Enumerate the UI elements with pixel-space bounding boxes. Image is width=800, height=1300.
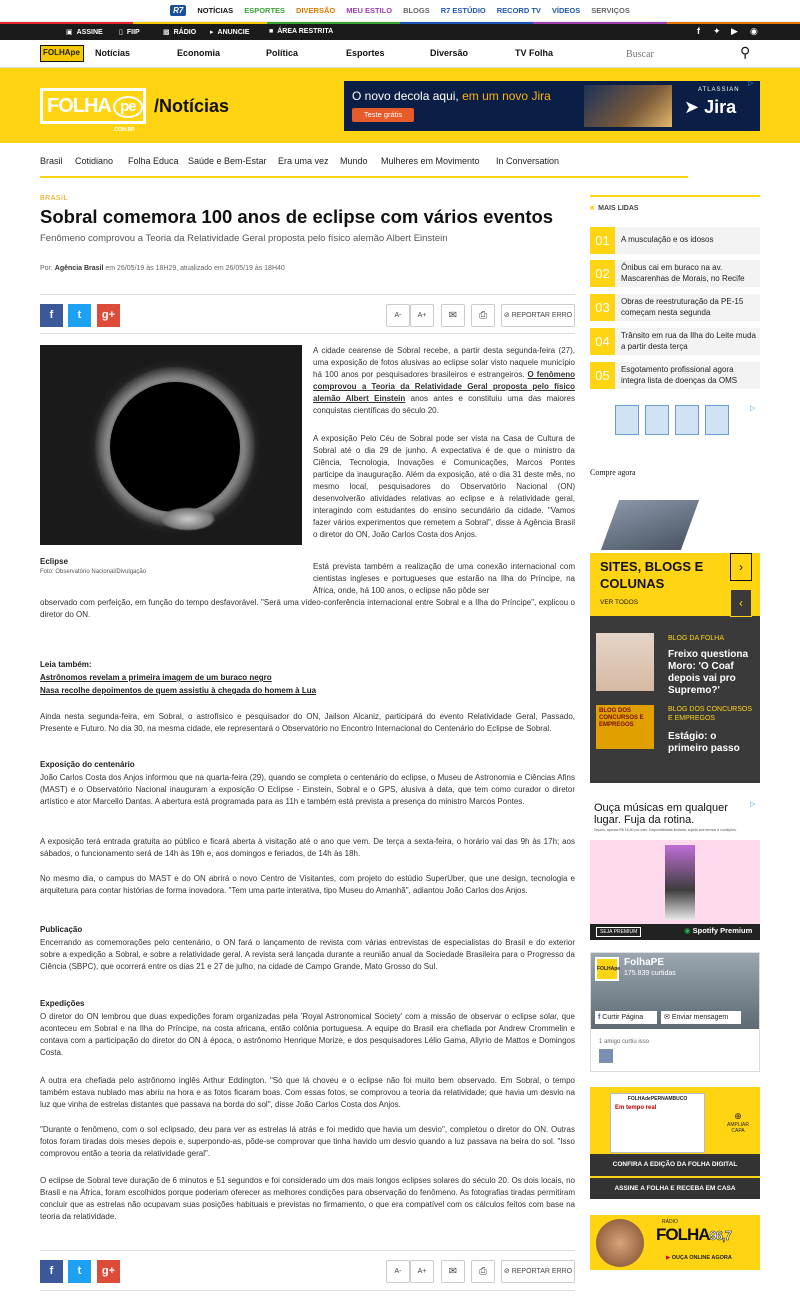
radio-link[interactable] [163, 28, 196, 36]
r7-link-diversao[interactable]: DIVERSÃO [296, 6, 336, 15]
related-link-1[interactable]: Astrônomos revelam a primeira imagem de um buraco negro [40, 673, 272, 682]
most-read-item[interactable] [590, 362, 760, 389]
listener-photo [596, 1219, 644, 1267]
mais-lidas-top-line [590, 195, 760, 197]
logo-pe: pe [113, 96, 143, 118]
paragraph-10: A outra era chefiada pelo astrônomo inglês Arthur Eddington. "Só que lá choveu e o eclipse não foi muito bem observado. Em Sobral, o tempo também estava nublado mas abriu na hora e as fotos ficaram boas. Com essas fotos, se comprovou a teoria da relatividade; que havia um desvio na luz que vinha de estrelas distantes que passava na borda do sol", disse João Carlos Costa dos Anjos. [40, 1076, 575, 1109]
ver-todos-link[interactable]: VER TODOS [600, 599, 639, 606]
r7-link-videos[interactable]: VÍDEOS [551, 6, 581, 15]
fb-message-label: Enviar mensagem [671, 1014, 729, 1021]
most-read-title: Ônibus cai em buraco na av. Mascarenhas de Morais, no Recife [621, 263, 745, 283]
subheading-publicacao: Publicação [40, 925, 83, 934]
radio-folha-ad[interactable] [590, 1215, 760, 1270]
color-stripe [0, 22, 800, 24]
divider [40, 294, 575, 295]
subheading-exposicao: Exposição do centenário [40, 760, 135, 769]
r7-link-meu-estilo[interactable]: MEU ESTILO [346, 6, 393, 15]
folha-digital-ad[interactable] [590, 1087, 760, 1199]
friend-avatar[interactable] [599, 1049, 613, 1063]
most-read-title: A musculação e os idosos [621, 235, 714, 244]
ad-text-plain: O novo decola aqui, [352, 89, 463, 103]
ad-cta-button[interactable]: Teste grátis [352, 108, 414, 122]
byline-prefix: Por: [40, 265, 55, 272]
r7-link-record-tv[interactable]: RECORD TV [496, 6, 541, 15]
subnav-cotidiano[interactable]: Cotidiano [75, 156, 114, 166]
paragraph-3-end: observado com perfeição, em função do tempo desfavorável. "Será uma vídeo-conferência internacional entre Sobral e a Ilha do Príncipe", explicou o diretor do ON. [40, 598, 575, 619]
print-icon[interactable]: ⎙ [471, 1260, 495, 1283]
ampliar-capa-label: AMPLIAR CAPA [727, 1122, 749, 1134]
newspaper-headline: Em tempo real [615, 1105, 657, 1111]
subnav-brasil[interactable]: Brasil [40, 156, 63, 166]
fb-page-name[interactable]: FolhaPE [624, 957, 665, 968]
share-bar-top [40, 304, 575, 330]
intel-badge [705, 405, 729, 435]
report-icon: ⊘ [503, 312, 510, 319]
photo-caption: Eclipse [40, 557, 69, 566]
fiip-link[interactable] [119, 28, 140, 36]
jira-ad[interactable] [344, 81, 760, 131]
assine-label: ASSINE [76, 28, 103, 36]
print-icon[interactable]: ⎙ [471, 304, 495, 327]
megaphone-icon: ▸ [210, 29, 214, 36]
report-error-label: REPORTAR ERRO [511, 312, 573, 319]
folhape-logo[interactable] [40, 88, 146, 133]
tablet-icon: ▯ [119, 29, 123, 36]
main-nav [0, 40, 800, 68]
subnav-mulheres[interactable]: Mulheres em Movimento [381, 156, 480, 166]
blogger-photo[interactable] [596, 633, 654, 691]
facebook-share-button[interactable]: f [40, 304, 63, 327]
leia-tambem-label: Leia também: [40, 660, 92, 669]
divider [40, 333, 575, 334]
ampliar-capa-link[interactable] [720, 1111, 756, 1134]
spotify-cta-button[interactable]: SEJA PREMIUM [596, 927, 641, 937]
logo-domain: .COM.BR [113, 127, 135, 133]
nav-noticias[interactable]: Notícias [95, 48, 131, 58]
nav-politica[interactable]: Política [266, 48, 299, 58]
blog1-title[interactable]: Freixo questiona Moro: 'O Coaf depois vai pro Supremo?' [668, 649, 749, 696]
radio-brand-label: FOLHA [656, 1225, 710, 1244]
ad-info-icon[interactable]: ▷ [750, 405, 756, 412]
facebook-icon[interactable]: f [697, 26, 700, 36]
gplus-share-button[interactable]: g+ [97, 1260, 120, 1283]
lock-icon: ■ [269, 28, 274, 35]
paragraph-11: "Durante o fenômeno, com o sol eclipsado, deu para ver as estrelas lá atrás e foi medido que havia um desvio", completou o diretor do ON. Outras fotos foram tiradas dois meses depois e, superpondo-as, pôde-se comprovar que tinha havido um desvio quando a luz passava na beira do sol. "Isso comprovou então a teoria da relatividade geral". [40, 1125, 575, 1158]
anuncie-label: ANUNCIE [217, 28, 250, 36]
ad-info-icon[interactable]: ▷ [748, 80, 754, 87]
email-icon[interactable]: ✉ [441, 304, 465, 327]
logo-text: FOLHA [47, 95, 111, 117]
twitter-icon[interactable]: ✦ [713, 26, 721, 36]
r7-link-noticias[interactable]: NOTÍCIAS [197, 6, 234, 15]
atlassian-label: ATLASSIAN [698, 87, 740, 93]
most-read-item[interactable] [590, 294, 760, 321]
most-read-item[interactable] [590, 260, 760, 287]
spotify-title: Ouça músicas em qualquer lugar. Fuja da rotina. [594, 802, 728, 826]
email-icon[interactable]: ✉ [441, 1260, 465, 1283]
article-kicker[interactable]: BRASIL [40, 195, 68, 202]
subnav-folha-educa[interactable]: Folha Educa [128, 156, 179, 166]
report-error-label: REPORTAR ERRO [511, 1268, 573, 1275]
divider [40, 1290, 575, 1291]
moon-disc [110, 382, 240, 512]
paragraph-12: O eclipse de Sobral teve duração de 6 minutos e 51 segundos e foi considerado um dos mais longos eclipses solares do século 20. Os dois locais, no Brasil e na África, foram escolhidos porque poderiam oferecer as melhores condições para observação do fenômeno. As fotografias tiradas permitiram concluir que as estrelas não ocupavam suas posições habituais e previstas no firmamento, o que era compatível com os cálculos feitos com base na teoria da relatividade. [40, 1176, 575, 1221]
r7-link-blogs[interactable]: BLOGS [403, 6, 430, 15]
compre-agora-label[interactable]: Compre agora [590, 468, 636, 477]
photo-credit: Foto: Observatório Nacional/Divulgação [40, 569, 147, 575]
ad-info-icon[interactable]: ▷ [750, 801, 756, 808]
spotify-ad[interactable] [590, 800, 760, 940]
sites-blogs-widget [590, 553, 760, 783]
listen-now-label: OUÇA ONLINE AGORA [671, 1255, 732, 1261]
fiip-label: FIIP [126, 28, 140, 36]
area-restrita-link[interactable] [269, 28, 333, 35]
ad-image [584, 85, 672, 127]
p1-text-end: anos antes e constituiu uma das maiores conquistas científicas do século 20. [313, 394, 575, 415]
spotify-brand [684, 926, 752, 935]
rank-number: 02 [590, 260, 615, 287]
facebook-share-button[interactable]: f [40, 1260, 63, 1283]
facebook-page-box [590, 952, 760, 1072]
eclipse-photo [40, 345, 302, 545]
nav-economia[interactable]: Economia [177, 48, 221, 58]
instagram-icon[interactable]: ◉ [750, 26, 758, 36]
concursos-logo[interactable]: BLOG DOS CONCURSOS E EMPREGOS [596, 705, 654, 749]
p1-text: A cidade cearense de Sobral recebe, a partir desta segunda-feira (27), uma exposição de fotos alusivas ao eclipse solar visto naquele município há 100 anos por pesquisadores brasileiros e estrangeiros. [313, 346, 575, 379]
related-link-2[interactable]: Nasa recolhe depoimentos de quem assistiu à chegada do homem à Lua [40, 686, 317, 695]
byline-date: em 26/05/19 às 18H29, atualizado em 26/05/19 às 18H40 [103, 265, 285, 272]
paragraph-4: Ainda nesta segunda-feira, em Sobral, o astrofísico e pesquisador do ON, Jailson Alcaniz, participará do evento Relatividade Geral, Passado, Presente e Futuro. No dia 30, na mesma cidade, ele representará o Observatório no Encontro Internacional do Centenário do Eclipse de Sobral. [40, 712, 575, 733]
r7-link-r7-estudio[interactable]: R7 ESTÚDIO [440, 6, 486, 15]
nav-logo[interactable]: FOLHApe [40, 45, 84, 62]
byline [40, 265, 285, 272]
radio-frequency: 96,7 [709, 1228, 731, 1243]
jira-logo [684, 97, 736, 118]
paragraph-9: O diretor do ON lembrou que duas expedições foram organizadas pela 'Royal Astronomical Society' com a missão de observar o eclipse solar, que aconteceu em Sobral e na Ilha do Príncipe, na costa africana, então colônia portuguesa. A equipe do Brasil era chefiada por Andrew Crommelin e contava com a participação do diretor do ON à época, o astrônomo Henrique Morize, e dos pesquisadores Lélio Gama, Allyrio de Mattos e Domingos Costa. [40, 1012, 575, 1057]
spotify-icon: ◉ [684, 926, 691, 935]
font-decrease-button[interactable]: A- [386, 1260, 410, 1283]
most-read-item[interactable] [590, 328, 760, 355]
fb-icon: f [598, 1014, 601, 1021]
utility-bar [0, 22, 800, 40]
most-read-title: Obras de reestruturação da PE-15 começam nesta segunda [621, 297, 744, 317]
play-icon: ▶ [666, 1255, 671, 1261]
area-restrita-label: ÁREA RESTRITA [277, 28, 334, 35]
rank-number: 01 [590, 227, 615, 254]
jira-label: Jira [704, 97, 737, 117]
blog2-tag[interactable]: BLOG DOS CONCURSOS E EMPREGOS [668, 706, 753, 722]
blog2-title[interactable]: Estágio: o primeiro passo [668, 731, 740, 754]
assine-link[interactable] [66, 28, 103, 36]
font-increase-button[interactable]: A+ [410, 304, 434, 327]
article-subtitle: Fenômeno comprovou a Teoria da Relatividade Geral proposta pelo físico alemão Albert Einstein [40, 233, 448, 244]
subnav-in-conversation[interactable]: In Conversation [496, 156, 560, 166]
search-input[interactable] [626, 46, 731, 62]
mais-lidas-header [590, 205, 639, 212]
next-arrow-icon[interactable]: › [730, 553, 752, 581]
paragraph-7: No mesmo dia, o campus do MAST e do ON abrirá o novo Centro de Visitantes, com projeto do estúdio SuperUber, que une design, tecnologia e arquitetura para contar histórias de forma inovadora. "Tem uma parte interativa, tipo Museu do Amanhã", adiantou João Carlos dos Anjos. [40, 874, 575, 895]
fb-likes: 175.839 curtidas [624, 970, 676, 977]
zoom-icon: ⊕ [734, 1111, 742, 1121]
ad-text [352, 89, 551, 103]
nav-diversao[interactable]: Diversão [430, 48, 469, 58]
spotify-figure [665, 845, 695, 920]
section-title: /Notícias [154, 96, 230, 116]
radio-brand [656, 1225, 731, 1245]
youtube-icon[interactable]: ▶ [731, 26, 738, 36]
gplus-share-button[interactable]: g+ [97, 304, 120, 327]
anuncie-link[interactable] [210, 28, 249, 36]
paragraph-3-start: Está prevista também a realização de uma conexão internacional com cientistas ingleses e portugueses que estarão na Ilha do Príncipe, na África, onde, há 100 anos, o eclipse não pôde ser [313, 562, 575, 595]
radio-label: RÁDIO [173, 28, 197, 36]
intel-badge [615, 405, 639, 435]
rank-number: 03 [590, 294, 615, 321]
intel-badge [645, 405, 669, 435]
rank-number: 04 [590, 328, 615, 355]
cart-icon: ▣ [66, 29, 73, 36]
r7-logo[interactable]: R7 [170, 5, 186, 16]
fb-like-button[interactable] [595, 1011, 657, 1024]
report-error-button[interactable] [501, 1260, 575, 1283]
font-increase-button[interactable]: A+ [410, 1260, 434, 1283]
prev-arrow-icon[interactable]: ‹ [730, 589, 752, 617]
fb-message-button[interactable] [661, 1011, 741, 1024]
subnav-saude[interactable]: Saúde e Bem-Estar [188, 156, 267, 166]
r7-top-bar [0, 0, 800, 22]
fb-avatar[interactable]: FOLHApe [595, 957, 619, 981]
search-icon[interactable]: ⚲ [740, 44, 751, 60]
laptop-image [601, 500, 699, 550]
most-read-title: Trânsito em rua da Ilha do Leite muda a partir desta terça [621, 331, 756, 351]
fb-friend-note: 1 amigo curtiu isso [599, 1039, 650, 1045]
ad-text-accent: em um novo Jira [462, 89, 551, 103]
newspaper-masthead: FOLHAdePERNAMBUCO [627, 1096, 688, 1102]
blog1-tag[interactable]: BLOG DA FOLHA [668, 635, 725, 642]
subnav-mundo[interactable]: Mundo [340, 156, 368, 166]
intel-ad[interactable] [590, 400, 760, 550]
einstein-link[interactable]: O fenômeno comprovou a Teoria da Relatividade Geral proposta pelo físico alemão Albert Einstein [313, 370, 575, 403]
assine-folha-button[interactable]: ASSINE A FOLHA E RECEBA EM CASA [590, 1178, 760, 1199]
radio-icon: ▩ [163, 29, 170, 36]
rank-number: 05 [590, 362, 615, 389]
most-read-item[interactable] [590, 227, 760, 254]
spotify-brand-label: Spotify Premium [692, 926, 753, 935]
sites-title: SITES, BLOGS E COLUNAS [600, 559, 704, 591]
divider [40, 1250, 575, 1251]
nav-esportes[interactable]: Esportes [346, 48, 385, 58]
twitter-share-button[interactable]: t [68, 304, 91, 327]
newspaper-cover [610, 1093, 705, 1153]
twitter-share-button[interactable]: t [68, 1260, 91, 1283]
report-error-button[interactable] [501, 304, 575, 327]
folha-digital-button[interactable]: CONFIRA A EDIÇÃO DA FOLHA DIGITAL [590, 1154, 760, 1176]
most-read-title: Esgotamento profissional agora integra lista de doenças da OMS [621, 365, 738, 385]
paragraph-1 [313, 345, 575, 417]
listen-now-link[interactable] [666, 1255, 732, 1261]
subheading-expedicoes: Expedições [40, 999, 85, 1008]
paragraph-6: A exposição terá entrada gratuita ao público e ficará aberta à visitação até o ano que vem. De terça a sexta-feira, o horário vai das 9h às 17h; aos sábados, o funcionamento será de 14h às 19h e, aos domingos e feriados, de 14h às 18h. [40, 837, 575, 858]
jira-icon: ➤ [684, 97, 700, 117]
square-icon: ■ [590, 205, 595, 212]
paragraph-5: João Carlos Costa dos Anjos informou que na quarta-feira (29), quando se completa o centenário do eclipse, o Museu de Astronomia e Ciências Afins (MAST) e o Observatório Nacional inauguram a exposição O Eclipse - Einstein, Sobral e o GPS, alusiva à data, que tem como curador o diretor artístico e ator Marcello Dantas. A abertura está programada para as 11h e também está prevista a presença do ministro Marcos Pontes. [40, 773, 575, 806]
paragraph-8: Encerrando as comemorações pelo centenário, o ON fará o lançamento de revista com várias entrevistas de especialistas do Brasil e do exterior sobre a expedição a Sobral, e sobre a relatividade geral. A revista será lançada durante a reunião anual da Sociedade Brasileira para o Progresso da Ciência (SBPC), que ocorrerá entre os dias 21 e 27 de julho, na cidade de Campo Grande, Mato Grosso do Sul. [40, 938, 575, 971]
article-title: Sobral comemora 100 anos de eclipse com vários eventos [40, 206, 554, 227]
fb-like-label: Curtir Página [602, 1014, 644, 1021]
nav-tv-folha[interactable]: TV Folha [515, 48, 553, 58]
sub-nav [40, 148, 688, 178]
r7-link-esportes[interactable]: ESPORTES [244, 6, 286, 15]
report-icon: ⊘ [503, 1268, 510, 1275]
spotify-small-print: Depois, apenas R$ 16,90 por mês. Disponibilidade limitada, sujeito aos termos e condições. [594, 828, 737, 832]
intel-badge [675, 405, 699, 435]
messenger-icon: ✉ [664, 1014, 670, 1021]
byline-author[interactable]: Agência Brasil [54, 265, 104, 272]
r7-link-servicos[interactable]: SERVIÇOS [591, 6, 630, 15]
font-decrease-button[interactable]: A- [386, 304, 410, 327]
mais-lidas-label: MAIS LIDAS [598, 205, 639, 212]
share-bar-bottom [40, 1260, 575, 1286]
subnav-era-uma-vez[interactable]: Era uma vez [278, 156, 329, 166]
paragraph-2: A exposição Pelo Céu de Sobral pode ser vista na Casa de Cultura de Sobral até o dia 29 de junho. A expectativa é de que o ministro da Ciência, Tecnologia, Inovações e Comunicações, Marcos Pontes participe da inauguração. Além da exposição, até o dia 31 deste mês, no mesmo local, pesquisadores do Observatório Nacional (ON) desenvolverão atividades relativas ao eclipse e à relatividade geral, interagindo com estudantes do ensino secundário da cidade. "Vamos fazer vários experimentos que remetem a Sobral", disse à Agência Brasil o diretor do ON, João Carlos Costa dos Anjos. [313, 434, 575, 539]
prominence [160, 507, 216, 531]
header-band [0, 68, 800, 143]
radio-label: RÁDIO [662, 1219, 678, 1225]
